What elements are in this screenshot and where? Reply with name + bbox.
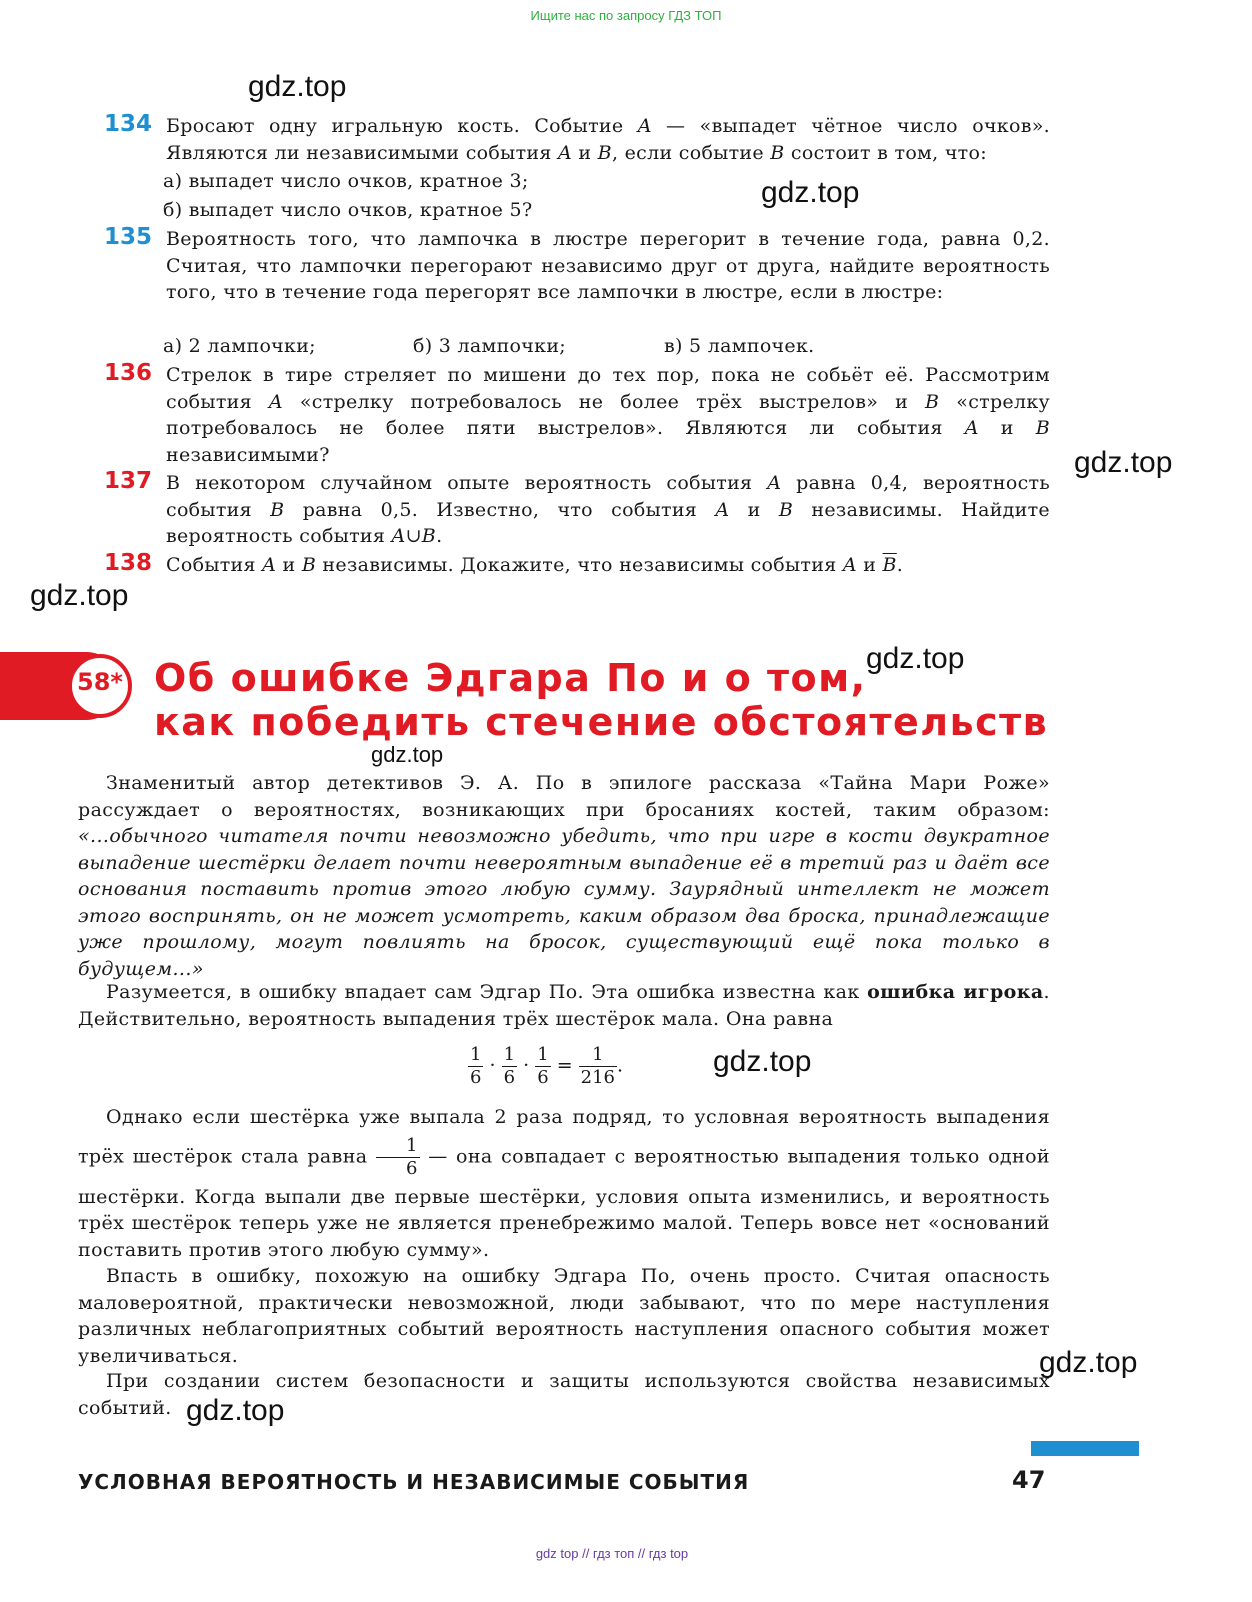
problem-text: События A и B независимы. Докажите, что независимы события A и $\overline{B}$.: [166, 554, 904, 576]
watermark: gdz.top: [713, 1045, 812, 1078]
section-number: 58*: [77, 668, 123, 696]
problem-text: В некотором случайном опыте вероятность события A равна 0,4, вероятность события B равна 0,5. Известно, что события A и B независимы. Найдите вероятность события A∪B.: [166, 472, 1050, 547]
paragraph-text: Разумеется, в ошибку впадает сам Эдгар По. Эта ошибка известна как ошибка игрока. Действительно, вероятность выпадения трёх шестёрок мала. Она равна: [78, 981, 1050, 1030]
paragraph: [78, 770, 1050, 982]
times-sign: ·: [523, 1054, 530, 1077]
problem-option: б) выпадет число очков, кратное 5?: [163, 199, 533, 221]
watermark: gdz.top: [248, 70, 347, 103]
problem-text: Стрелок в тире стреляет по мишени до тех пор, пока не собьёт её. Рассмотрим события A «стрелку потребовалось не более трёх выстрелов» и B «стрелку потребовалось не более пяти выстрелов». Являются ли события A и B независимыми?: [166, 364, 1050, 466]
paragraph-text: Однако если шестёрка уже выпала 2 раза подряд, то условная вероятность выпадения трёх шестёрок стала равна $\frac{1}{6}$ — она совпадает с вероятностью выпадения только одной шестёрки. Когда выпали две первые шестёрки, условия опыта изменились, и вероятность трёх шестёрок теперь уже не является пренебрежимо малой. Теперь вовсе нет «оснований поставить против этого любую сумму».: [78, 1106, 1050, 1261]
times-sign: ·: [489, 1054, 496, 1077]
footer-accent-bar: [1031, 1441, 1139, 1456]
problem-text: Вероятность того, что лампочка в люстре перегорит в течение года, равна 0,2. Считая, что лампочки перегорают независимо друг от друга, найдите вероятность того, что в течение года перегорят все лампочки в люстре, если в люстре:: [166, 228, 1050, 303]
equals-sign: =: [556, 1054, 573, 1077]
watermark: gdz.top: [371, 742, 444, 767]
fraction: $\frac{1}{6}$: [537, 1044, 549, 1088]
fraction-result: $\frac{1}{216}$: [580, 1044, 616, 1088]
problem-number: 134: [104, 111, 153, 137]
fraction: $\frac{1}{6}$: [470, 1044, 482, 1088]
problem-option: б) 3 лампочки;: [413, 335, 566, 357]
bottom-links[interactable]: gdz top // гдз топ // гдз top: [535, 1546, 689, 1561]
paragraph: [78, 1368, 1050, 1421]
problem-option: а) выпадет число очков, кратное 3;: [163, 170, 529, 192]
problem-option: в) 5 лампочек.: [664, 335, 815, 357]
section-title-line: как победить стечение обстоятельств: [154, 700, 1049, 744]
problem-number: 137: [104, 468, 153, 494]
period: .: [617, 1054, 624, 1077]
watermark: gdz.top: [1039, 1346, 1138, 1379]
watermark: gdz.top: [761, 176, 860, 209]
footer-title: УСЛОВНАЯ ВЕРОЯТНОСТЬ И НЕЗАВИСИМЫЕ СОБЫТИЯ: [78, 1470, 750, 1494]
problem-number: 136: [104, 360, 153, 386]
fraction: $\frac{1}{6}$: [376, 1135, 420, 1180]
problem-text: Бросают одну игральную кость. Событие A — «выпадет чётное число очков». Являются ли независимыми события A и B, если событие B состоит в том, что:: [166, 115, 1050, 164]
problem-option: а) 2 лампочки;: [163, 335, 316, 357]
watermark: gdz.top: [1074, 446, 1173, 479]
paragraph: [78, 979, 1050, 1032]
watermark: gdz.top: [30, 579, 129, 612]
search-hint: Ищите нас по запросу ГДЗ ТОП: [530, 8, 722, 23]
watermark: gdz.top: [866, 642, 965, 675]
formula: [468, 1044, 623, 1089]
paragraph-text: Знаменитый автор детективов Э. А. По в эпилоге рассказа «Тайна Мари Роже» рассуждает о вероятностях, возникающих при бросаниях костей, таким образом: «...обычного читателя почти невозможно убедить, что при игре в кости двукратное выпадение шестёрки делает почти невероятным выпадение её в третий раз и даёт все основания поставить против этого любую сумму. Заурядный интеллект не может этого воспринять, он не может усмотреть, каким образом два броска, принадлежащие уже прошлому, могут повлиять на бросок, существующий ещё пока только в будущем...»: [78, 772, 1050, 980]
page-number: 47: [1012, 1466, 1046, 1494]
section-title: [154, 656, 1048, 744]
problem-number: 138: [104, 550, 153, 576]
paragraph-text: Впасть в ошибку, похожую на ошибку Эдгара По, очень просто. Считая опасность маловероятной, практически невозможной, люди забывают, что по мере наступления различных неблагоприятных событий вероятность наступления опасного события может увеличиваться.: [78, 1265, 1050, 1367]
paragraph: [78, 1104, 1050, 1263]
watermark: gdz.top: [186, 1394, 285, 1427]
section-title-line: Об ошибке Эдгара По и о том,: [154, 656, 867, 700]
paragraph-text: При создании систем безопасности и защиты используются свойства независимых событий.: [78, 1370, 1050, 1419]
problem-number: 135: [104, 224, 153, 250]
paragraph: [78, 1263, 1050, 1369]
fraction: $\frac{1}{6}$: [503, 1044, 516, 1088]
